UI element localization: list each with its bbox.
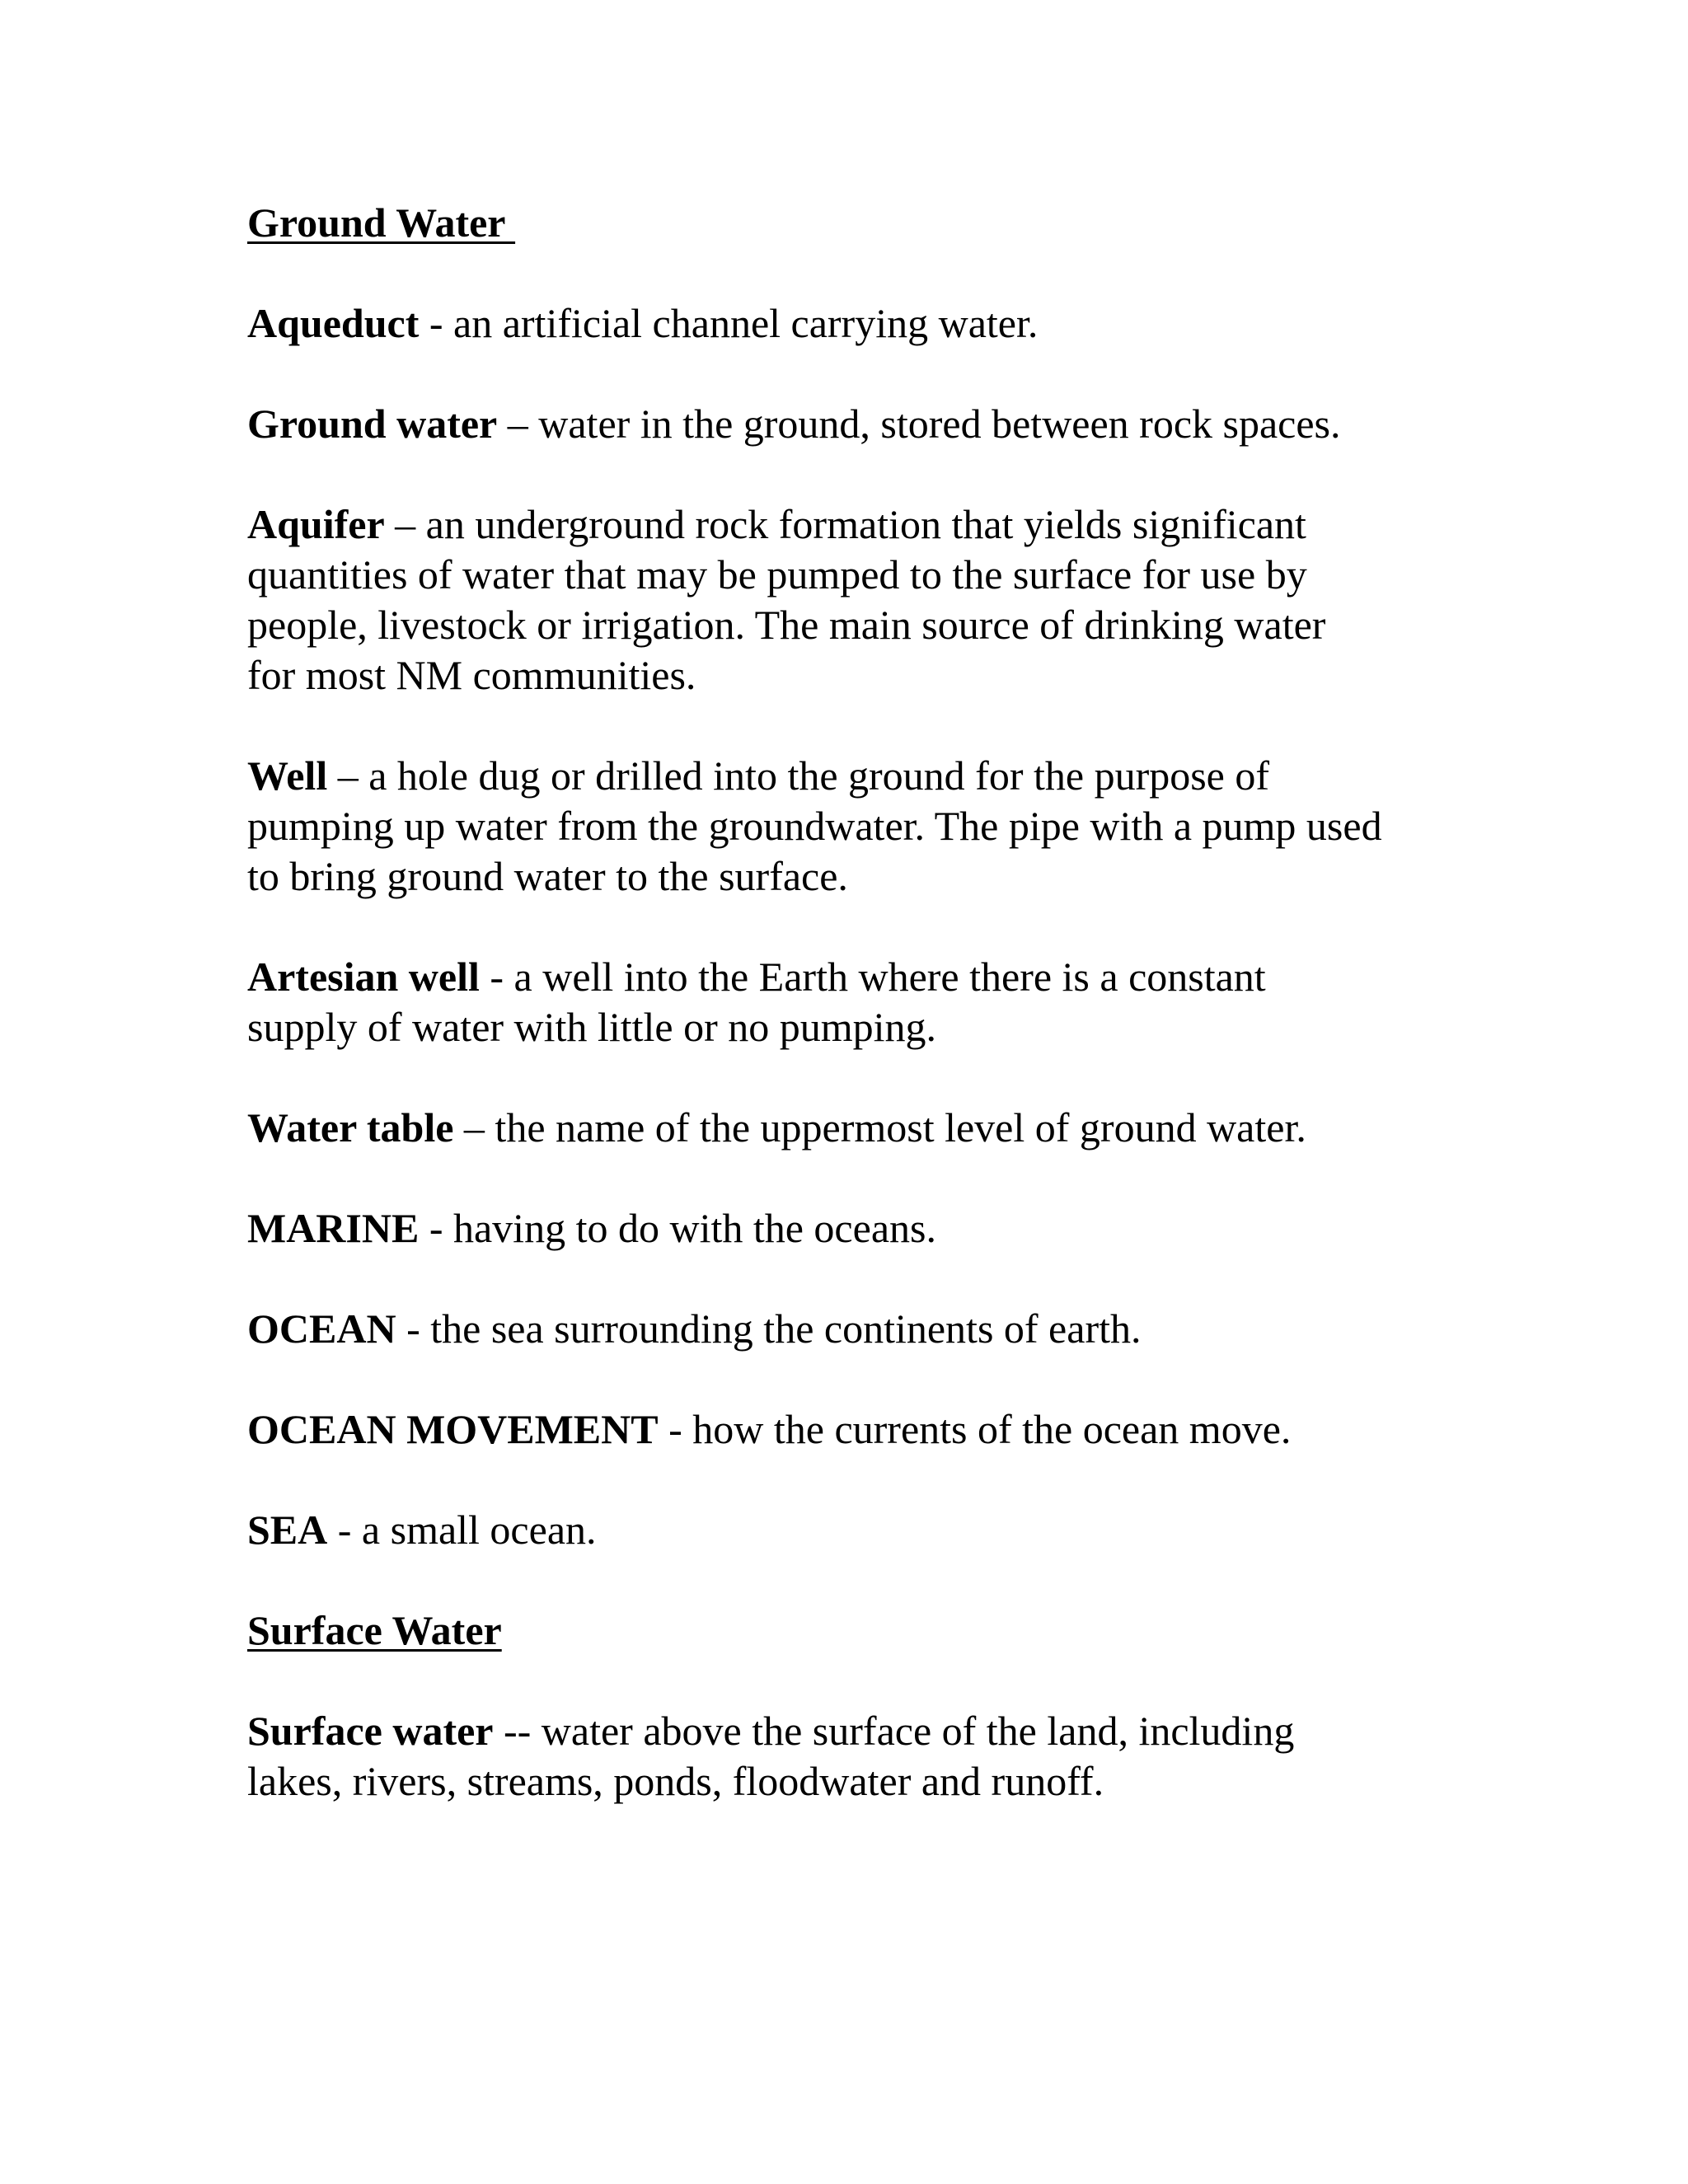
definition-line <box>247 1203 1451 1254</box>
definition-line: pumping up water from the groundwater. The pipe with a pump used <box>247 803 1382 849</box>
definition-ocean <box>247 1304 1451 1354</box>
definition-text: - the sea surrounding the continents of earth. <box>396 1305 1142 1352</box>
definition-ocean-movement <box>247 1404 1451 1455</box>
definition-text: – a hole dug or drilled into the ground for the purpose of <box>327 752 1270 799</box>
section-heading-ground-water: Ground Water <box>247 199 516 246</box>
definition-text: - a well into the Earth where there is a constant <box>479 954 1266 1000</box>
definition-line <box>247 952 1451 1002</box>
term-label: OCEAN <box>247 1305 396 1352</box>
definition-surface-water <box>247 1706 1451 1807</box>
definition-line <box>247 298 1451 349</box>
definition-marine <box>247 1203 1451 1254</box>
definition-line <box>247 1103 1451 1153</box>
definition-line <box>247 751 1451 801</box>
definition-line: quantities of water that may be pumped to the surface for use by <box>247 551 1307 598</box>
section-heading-surface-water: Surface Water <box>247 1607 502 1653</box>
document-body <box>247 198 1451 1857</box>
definition-artesian-well <box>247 952 1451 1052</box>
definition-aqueduct <box>247 298 1451 349</box>
definition-text: – the name of the uppermost level of ground water. <box>453 1104 1306 1151</box>
definition-text: - a small ocean. <box>327 1507 597 1553</box>
definition-sea <box>247 1505 1451 1555</box>
definition-line: to bring ground water to the surface. <box>247 853 848 899</box>
definition-text: – water in the ground, stored between rock spaces. <box>497 401 1341 447</box>
term-label: Well <box>247 752 328 799</box>
definition-text: - having to do with the oceans. <box>419 1205 936 1251</box>
definition-text: - how the currents of the ocean move. <box>658 1406 1292 1452</box>
term-label: MARINE <box>247 1205 420 1251</box>
term-label: OCEAN MOVEMENT <box>247 1406 659 1452</box>
definition-text: – an underground rock formation that yields significant <box>384 501 1306 547</box>
term-label: Aquifer <box>247 501 385 547</box>
definition-line: for most NM communities. <box>247 652 696 698</box>
definition-aquifer <box>247 499 1451 701</box>
definition-ground-water <box>247 399 1451 449</box>
term-label: Water table <box>247 1104 454 1151</box>
definition-text: -- water above the surface of the land, including <box>493 1708 1295 1754</box>
definition-line <box>247 1404 1451 1455</box>
term-label: Aqueduct <box>247 300 420 346</box>
definition-line <box>247 1706 1451 1756</box>
definition-water-table <box>247 1103 1451 1153</box>
definition-line <box>247 399 1451 449</box>
definition-line <box>247 1505 1451 1555</box>
term-label: Artesian well <box>247 954 480 1000</box>
definition-well <box>247 751 1451 902</box>
term-label: Surface water <box>247 1708 494 1754</box>
definition-line <box>247 1304 1451 1354</box>
definition-line <box>247 499 1451 550</box>
term-label: Ground water <box>247 401 498 447</box>
definition-line: supply of water with little or no pumping. <box>247 1004 937 1050</box>
term-label: SEA <box>247 1507 328 1553</box>
definition-line: lakes, rivers, streams, ponds, floodwater and runoff. <box>247 1758 1104 1804</box>
definition-text: - an artificial channel carrying water. <box>419 300 1039 346</box>
definition-line: people, livestock or irrigation. The main source of drinking water <box>247 602 1326 648</box>
